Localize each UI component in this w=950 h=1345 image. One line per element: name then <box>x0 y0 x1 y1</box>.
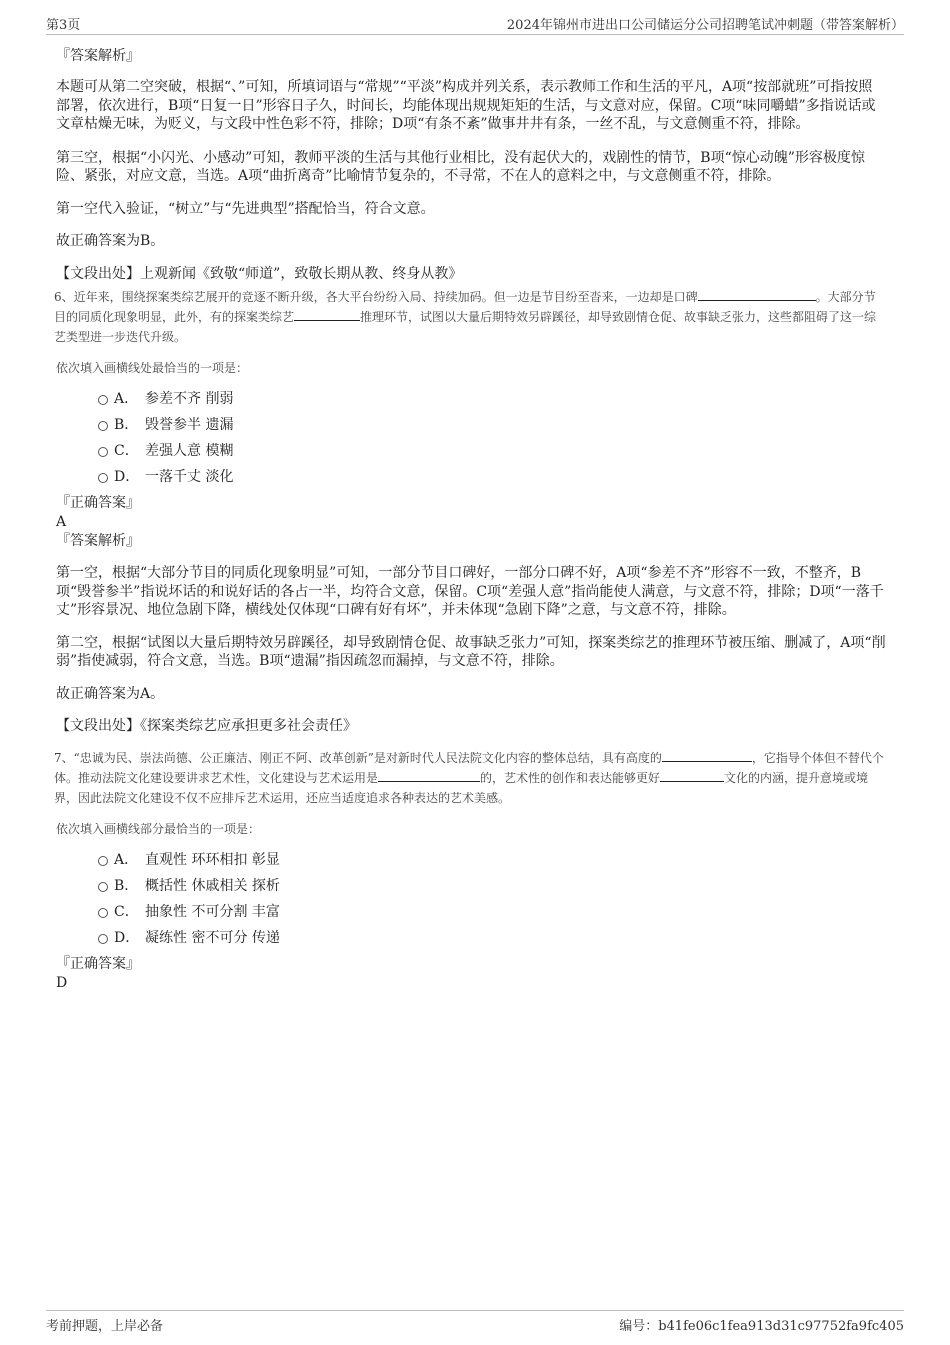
q7-option-c[interactable]: C． 抽象性 不可分割 丰富 <box>56 902 886 928</box>
radio-button[interactable] <box>98 395 108 405</box>
q6-answer-label: 『正确答案』 <box>56 495 140 511</box>
q6-analysis-label: 『答案解析』 <box>56 533 140 549</box>
document-title: 2024年锦州市进出口公司储运分公司招聘笔试冲刺题（带答案解析） <box>506 18 904 33</box>
page-header <box>46 14 904 35</box>
q5-analysis-para1: 本题可从第二空突破，根据“、”可知，所填词语与“常规”“平淡”构成并列关系，表示教师工作和生活的平凡，A项“按部就班”可指按照部署，依次进行，B项“日复一日”形容日子久，时间长，均能体现出规规矩矩的生活，与文意对应，保留。C项“味同嚼蜡”多指说话或文章枯燥无味，为贬义，与文段中性色彩不符，排除；D项“有条不紊”做事井井有条，一丝不乱，与文意侧重不符，排除。 <box>56 79 876 132</box>
page-footer <box>46 1310 904 1338</box>
radio-button[interactable] <box>98 421 108 431</box>
q7-options <box>56 850 886 954</box>
q7-blank-3 <box>660 769 724 782</box>
q6-conclusion: 故正确答案为A。 <box>56 685 165 702</box>
q7-blank-2 <box>378 769 480 782</box>
q6-prompt: 依次填入画横线处最恰当的一项是： <box>56 361 249 375</box>
q6-blank-1 <box>698 288 816 301</box>
q5-source: 【文段出处】上观新闻《致敬“师道”，致敬长期从教、终身从教》 <box>56 265 463 282</box>
q6-option-c[interactable]: C． 差强人意 模糊 <box>56 441 886 467</box>
q6-answer: A <box>56 514 67 530</box>
q6-option-b[interactable]: B． 毁誉参半 遗漏 <box>56 415 886 441</box>
radio-button[interactable] <box>98 908 108 918</box>
q7-stem: 7、“忠诚为民、崇法尚德、公正廉洁、刚正不阿、改革创新”是对新时代人民法院文化内容的整体总结，具有高度的 ，它指导个体但不替代个体。推动法院文化建设要讲求艺术性，文化建设与艺术运用是 的，艺术性的创作和表达能够更好 文化的内涵，提升意境或境界，因此法院文化建设不仅不应排斥艺术运用，还应当适度追求各种表达的艺术美感。 <box>54 750 884 805</box>
q7-answer: D <box>56 974 68 991</box>
q7-answer-label: 『正确答案』 <box>56 955 140 972</box>
q7-option-d[interactable]: D． 凝练性 密不可分 传递 <box>56 928 886 954</box>
q6-source: 【文段出处】《探案类综艺应承担更多社会责任》 <box>56 718 357 734</box>
q6-option-a[interactable]: A． 参差不齐 削弱 <box>56 389 886 415</box>
q7-option-b[interactable]: B． 概括性 休戚相关 探析 <box>56 876 886 902</box>
q6-option-d[interactable]: D． 一落千丈 淡化 <box>56 467 886 493</box>
radio-button[interactable] <box>98 856 108 866</box>
radio-button[interactable] <box>98 447 108 457</box>
page-number: 第3页 <box>46 18 81 33</box>
q5-analysis-label: 『答案解析』 <box>56 48 140 64</box>
q5-conclusion: 故正确答案为B。 <box>56 233 165 249</box>
q7-prompt: 依次填入画横线部分最恰当的一项是： <box>56 821 261 836</box>
q7-blank-1 <box>662 749 752 762</box>
footer-slogan: 考前押题，上岸必备 <box>46 1319 164 1334</box>
q6-options <box>56 389 886 493</box>
radio-button[interactable] <box>98 473 108 483</box>
document-body <box>56 46 886 992</box>
radio-button[interactable] <box>98 882 108 892</box>
q7-option-a[interactable]: A． 直观性 环环相扣 彰显 <box>56 850 886 876</box>
q6-blank-2 <box>294 308 360 321</box>
q5-analysis-para3: 第一空代入验证，“树立”与“先进典型”搭配恰当，符合文意。 <box>56 200 435 217</box>
q5-analysis-para2: 第三空，根据“小闪光、小感动”可知，教师平淡的生活与其他行业相比，没有起伏大的，戏剧性的情节，B项“惊心动魄”形容极度惊险、紧张，对应文意，当选。A项“曲折离奇”比喻情节复杂的，不寻常，不在人的意料之中，与文意侧重不符，排除。 <box>56 149 865 184</box>
document-code: 编号：b41fe06c1fea913d31c97752fa9fc405 <box>619 1319 904 1334</box>
radio-button[interactable] <box>98 934 108 944</box>
q6-analysis-para2: 第二空，根据“试图以大量后期特效另辟蹊径，却导致剧情仓促、故事缺乏张力”可知，探案类综艺的推理环节被压缩、删减了，A项“削弱”指使减弱，符合文意，当选。B项“遗漏”指因疏忽而漏掉，与文意不符，排除。 <box>56 634 886 669</box>
q6-analysis-para1: 第一空，根据“大部分节目的同质化现象明显”可知，一部分节目口碑好，一部分口碑不好，A项“参差不齐”形容不一致，不整齐，B项“毁誉参半”指说坏话的和说好话的各占一半，均符合文意，保留。C项“差强人意”指尚能使人满意，与文意不符，排除；D项“一落千丈”形容景况、地位急剧下降，横线处仅体现“口碑有好有坏”，并未体现“急剧下降”之意，与文意不符，排除。 <box>56 565 884 618</box>
q6-stem: 6、近年来，围绕探案类综艺展开的竞逐不断升级，各大平台纷纷入局、持续加码。但一边是节目纷至沓来，一边却是口碑 。大部分节目的同质化现象明显，此外，有的探案类综艺 推理环节，试图以大量后期特效另辟蹊径，却导致剧情仓促、故事缺乏张力，这些都阻碍了这一综艺类型进一步迭代升级。 <box>54 290 877 344</box>
